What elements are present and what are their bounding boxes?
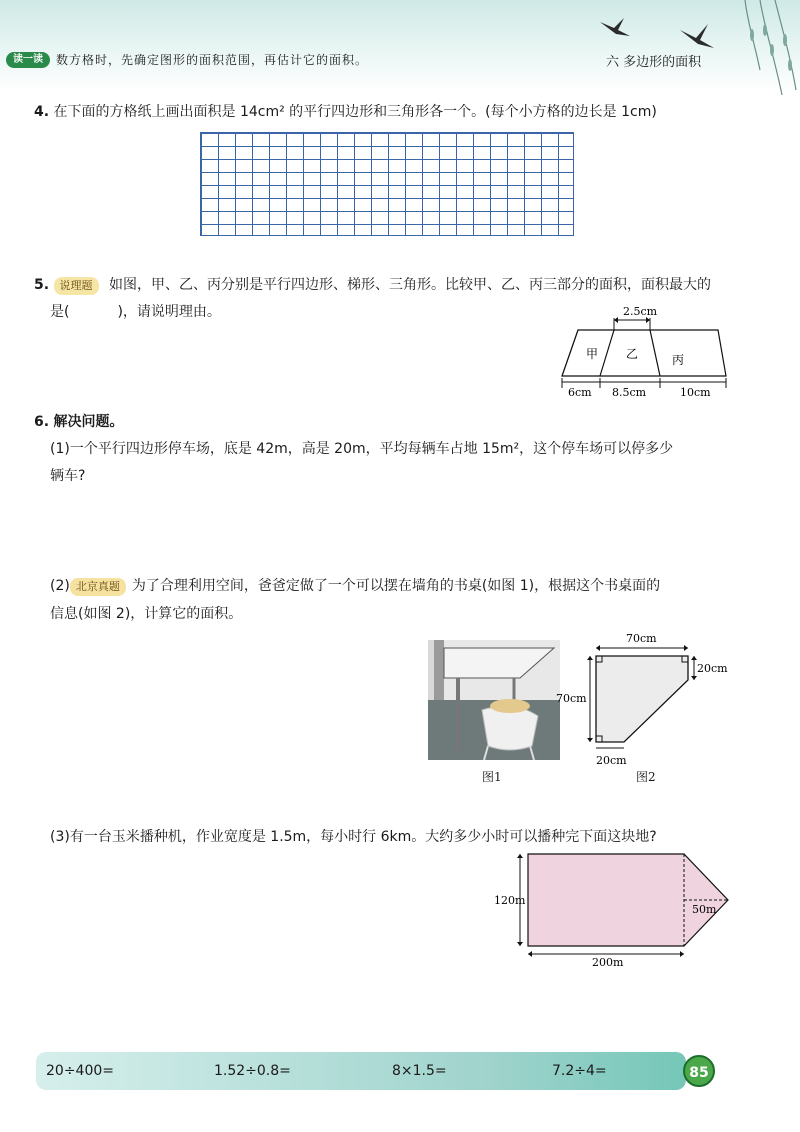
answer-suffix: )，请说明理由。 xyxy=(117,304,221,320)
bottom-label-3: 10cm xyxy=(680,386,711,399)
calc-4: 7.2÷4= xyxy=(552,1063,607,1079)
bottom-label-1: 6cm xyxy=(568,386,592,399)
bottom-label-2: 8.5cm xyxy=(612,386,647,399)
figure-1-caption: 图1 xyxy=(482,770,502,784)
label-yi: 乙 xyxy=(626,347,639,361)
fig-top-label: 2.5cm xyxy=(623,305,658,318)
q6-part2-line1 xyxy=(50,574,780,598)
reasoning-tag: 说理题 xyxy=(54,277,99,295)
page-number: 85 xyxy=(683,1055,715,1087)
desk-photo xyxy=(428,640,560,760)
tip-text: 数方格时，先确定图形的面积范围，再估计它的面积。 xyxy=(56,53,369,67)
question-number: 5. xyxy=(34,277,50,293)
bird-icon xyxy=(600,18,630,36)
fig2-bottom-label: 20cm xyxy=(596,754,627,767)
fig2-right-label: 20cm xyxy=(697,662,728,675)
field-figure xyxy=(492,848,742,968)
part-label: (2) xyxy=(50,578,70,594)
fig3-width-label: 200m xyxy=(592,956,624,968)
calc-1: 20÷400= xyxy=(46,1063,114,1079)
q5-figure xyxy=(552,300,742,400)
question-text: 为了合理利用空间，爸爸定做了一个可以摆在墙角的书桌(如图 1)，根据这个书桌面的 xyxy=(131,578,661,594)
question-text: 在下面的方格纸上画出面积是 14cm² 的平行四边形和三角形各一个。(每个小方格的边长是 1cm) xyxy=(53,104,657,120)
q6-part1-line1: (1)一个平行四边形停车场，底是 42m，高是 20m，平均每辆车占地 15m²，这个停车场可以停多少 xyxy=(50,441,674,457)
label-bing: 丙 xyxy=(672,353,685,367)
desk-top-shape xyxy=(596,656,688,742)
desk-shape-figure xyxy=(556,628,736,768)
calc-3: 8×1.5= xyxy=(392,1063,447,1079)
beijing-tag: 北京真题 xyxy=(70,578,126,596)
willow-birds-decoration xyxy=(560,0,800,100)
q6-part1-line2: 辆车? xyxy=(50,468,86,484)
question-6-title xyxy=(34,410,124,434)
calc-2: 1.52÷0.8= xyxy=(214,1063,291,1079)
question-text: 如图，甲、乙、丙分别是平行四边形、梯形、三角形。比较甲、乙、丙三部分的面积，面积最大的 xyxy=(108,277,711,293)
fig2-top-label: 70cm xyxy=(626,632,657,645)
question-number: 6. xyxy=(34,414,50,430)
fig3-tip-label: 50m xyxy=(692,903,717,916)
unit-title: 六 多边形的面积 xyxy=(606,55,702,70)
answer-prefix: 是( xyxy=(50,304,70,320)
fig3-height-label: 120m xyxy=(494,894,526,907)
bird-icon xyxy=(680,24,714,48)
figure-2-caption: 图2 xyxy=(636,770,656,784)
question-title: 解决问题。 xyxy=(53,414,124,430)
tip-badge: 读一读 xyxy=(6,52,50,68)
label-jia: 甲 xyxy=(586,347,599,361)
q6-part3: (3)有一台玉米播种机，作业宽度是 1.5m，每小时行 6km。大约多少小时可以播种完下面这块地? xyxy=(50,829,657,845)
question-5-line2 xyxy=(50,300,221,324)
question-4 xyxy=(34,100,657,124)
fig2-left-label: 70cm xyxy=(556,692,587,705)
question-number: 4. xyxy=(34,104,50,120)
field-shape xyxy=(528,854,728,946)
question-5 xyxy=(34,273,774,297)
q6-part2-line2: 信息(如图 2)，计算它的面积。 xyxy=(50,606,243,622)
grid-paper[interactable] xyxy=(200,132,574,236)
